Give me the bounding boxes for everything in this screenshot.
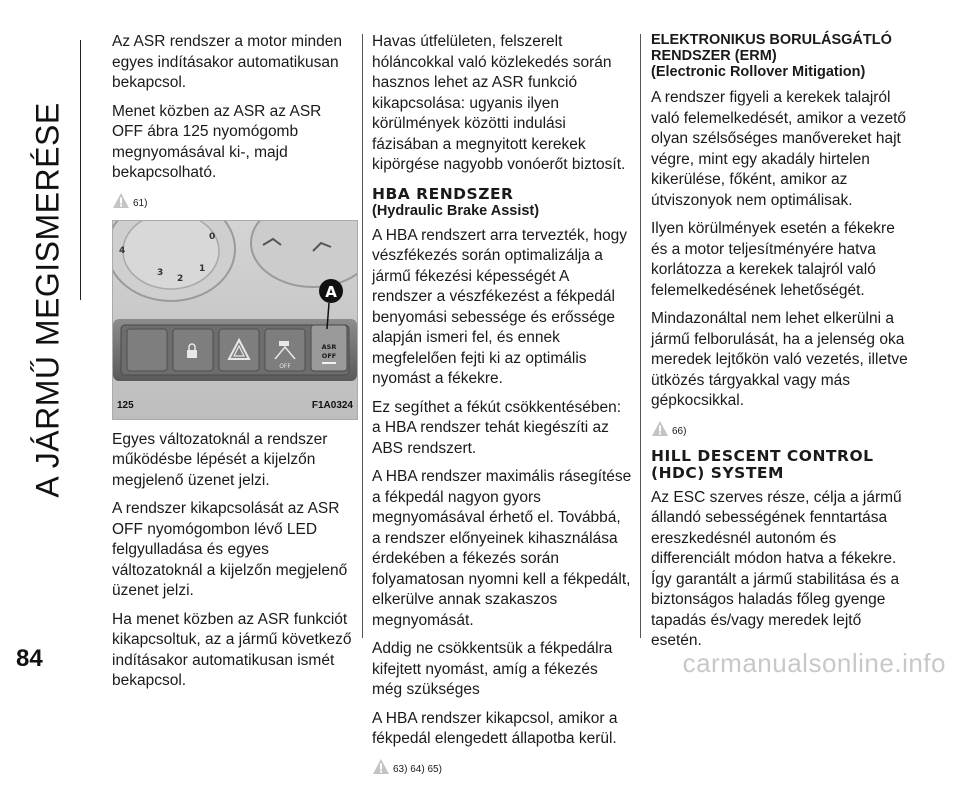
col3-paragraph-3: Mindazonáltal nem lehet elkerülni a jármű felborulását, ha a jelenség oka meredek lejtőkön való vezetés, illetve ütközés tárgyakkal vagy más gépkocsikkal. [651,310,908,409]
col2-paragraph-5: Addig ne csökkentsük a fékpedálra kifejtett nyomást, amíg a fékezés még szükséges [372,640,613,698]
column-2 [372,32,632,786]
col1-paragraph-2: Menet közben az ASR az ASR OFF ábra 125 nyomógomb megnyomásával ki-, majd bekapcsolható. [112,102,322,181]
warning-reference [372,758,632,776]
col1-paragraph-5: Ha menet közben az ASR funkciót kikapcsoltuk, az a jármű következő indításakor automatikusan ismét bekapcsol. [112,610,352,689]
column-3 [651,32,911,660]
col2-paragraph-1: Havas útfelületen, felszerelt hóláncokkal való közlekedés során hasznos lehet az ASR funkció kikapcsolása: ugyanis ilyen körülmények közötti indulási fázisában a megnyitott kerekek kipörgése nagyobb vonóerőt biztosít. [372,33,626,173]
erm-heading-line-1: ELEKTRONIKUS BORULÁSGÁTLÓ [651,32,892,48]
page-number: 84 [16,645,43,672]
col2-paragraph-3: Ez segíthet a fékút csökkentésében: a HBA rendszer tehát kiegészíti az ABS rendszert. [372,398,622,457]
hba-heading: HBA RENDSZER [372,184,514,203]
col3-paragraph-2: Ilyen körülmények esetén a fékekre és a motor teljesítményére hatva korlátozza a kerekek talajról való felemelkedésének lehetőségét. [651,220,895,299]
warning-triangle-icon [112,192,130,210]
warning-ref-text: 66) [672,425,687,437]
col3-paragraph-1: A rendszer figyeli a kerekek talajról való felemelkedését, amikor a vezető olyan szélsőséges manővereket hajt végre, mint egy akadály hirtelen kikerülése, főként, amikor az útviszonyok nem optimálisak. [651,89,907,209]
column-divider-1 [362,34,363,638]
dial-number-4: 4 [119,245,126,256]
watermark: carmanualsonline.info [682,648,946,678]
dial-number-0: 0 [209,231,216,242]
dashboard-photo [113,221,357,419]
hba-subheading: (Hydraulic Brake Assist) [372,202,540,219]
svg-text:OFF: OFF [279,362,291,370]
col1-paragraph-4: A rendszer kikapcsolását az ASR OFF nyomógombon lévő LED felgyulladása és egyes változatoknál a kijelzőn megjelenő üzenet jelzi. [112,500,348,599]
dial-number-3: 3 [157,267,164,278]
asr-led [322,362,336,364]
col1-paragraph-1: Az ASR rendszer a motor minden egyes indításakor automatikusan bekapcsol. [112,33,343,91]
warning-triangle-icon [651,420,669,438]
warning-triangle-icon [372,758,390,776]
col2-paragraph-6: A HBA rendszer kikapcsol, amikor a fékpedál elengedett állapotba kerül. [372,709,618,747]
warning-ref-text: 63) 64) 65) [393,763,442,775]
asr-button-label-1: ASR [321,342,337,351]
hdc-heading-line-2: (HDC) SYSTEM [651,463,784,482]
figure-code: F1A0324 [311,400,353,411]
warning-ref-text: 61) [133,197,148,209]
erm-heading-line-2: RENDSZER (ERM) [651,48,777,64]
callout-label: A [325,282,337,301]
asr-button-label-2: OFF [321,351,337,360]
column-divider-2 [640,34,641,638]
col2-paragraph-2: A HBA rendszert arra tervezték, hogy vészfékezés során optimalizálja a jármű fékezési képességét A rendszer a vészfékezést a fékpedál benyomási sebessége és erőssége alapján ismeri fel, és ennek megfelelően fejti ki az optimális nyomást a fékekre. [372,226,628,387]
column-1 [112,32,356,700]
col1-paragraph-3: Egyes változatoknál a rendszer működésbe lépését a kijelzőn megjelenő üzenet jelzi. [112,430,328,489]
side-divider [80,40,81,300]
warning-reference [112,192,356,210]
figure-number: 125 [117,400,134,411]
col3-paragraph-4: Az ESC szerves része, célja a jármű állandó sebességének fenntartása ereszkedésnél autonóm és differenciált módon hatva a fékekre. Így garantált a jármű stabilitása és a biztonságos haladás főleg gyenge tapadás és/vagy meredek lejtő esetén. [651,488,902,649]
switch-hazard [219,329,259,371]
switch-blank [127,329,167,371]
col2-paragraph-4: A HBA rendszer maximális rásegítése a fékpedál nagyon gyors megnyomásával érhető el. Továbbá, a rendszer előnyeinek kihasználása érdekében a fékezés során folyamatosan nyomni kell a fékpedált, elkerülve annak szakaszos megnyomását. [372,468,632,629]
hdc-heading-line-1: HILL DESCENT CONTROL [651,446,874,465]
warning-reference [651,420,911,438]
figure-125 [112,220,358,420]
dial-number-1: 1 [199,263,206,274]
erm-heading-line-3: (Electronic Rollover Mitigation) [651,64,866,80]
dial-number-2: 2 [177,273,184,284]
section-side-title: A JÁRMŰ MEGISMERÉSE [29,102,66,498]
